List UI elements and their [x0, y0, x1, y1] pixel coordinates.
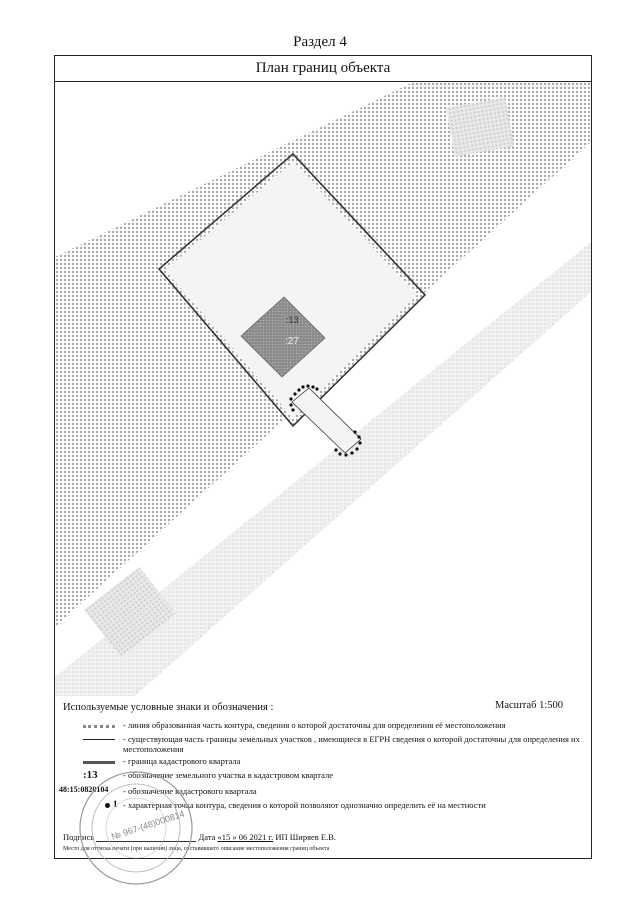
stamp-footnote: Место для оттиска печати (при наличии) лица, составившего описание местоположения границ объекта — [63, 846, 330, 852]
boundary-map — [55, 82, 591, 696]
document-frame — [54, 55, 592, 859]
legend-row-quarter-boundary — [61, 756, 587, 768]
legend-text: - обозначение кадастрового квартала — [123, 786, 257, 796]
access-corridor — [292, 388, 361, 453]
legend-text: - характерная точка контура, сведения о которой позволяют однозначно определить её на местности — [123, 800, 486, 810]
legend-row-new-boundary — [61, 720, 587, 732]
neighbor-building-top — [446, 97, 514, 157]
legend-text: - обозначение земельного участка в кадастровом квартале — [123, 770, 333, 780]
parcel-label: :13 — [286, 315, 299, 325]
seal-stamp — [76, 768, 196, 888]
date-value: «15 » 06 2021 г. — [217, 832, 274, 842]
legend-heading: Используемые условные знаки и обозначения : — [63, 702, 274, 713]
signature-label: Подпись — [63, 832, 95, 842]
building-label: :27 — [285, 336, 299, 347]
legend-text: - линия образованная часть контура, сведения о которой достаточны для определения её местоположения — [123, 720, 506, 730]
seal-text: № 967-(48)000814 — [110, 808, 186, 842]
scale-label: Масштаб 1:500 — [494, 700, 563, 711]
date-label: Дата — [198, 832, 216, 842]
legend-symbol-point: 1 — [61, 800, 119, 812]
legend-symbol-solid-line — [61, 734, 119, 746]
legend-symbol-quarter: 48:15:0820104 — [59, 785, 109, 794]
map-drawing — [55, 82, 591, 696]
legend-row-existing-boundary — [61, 734, 587, 756]
legend-symbol-thick-line — [61, 756, 119, 768]
executor-name: ИП Ширяев Е.В. — [275, 832, 337, 842]
plan-title: План границ объекта — [55, 56, 591, 82]
legend-symbol-dotted-line — [61, 720, 119, 732]
section-title: Раздел 4 — [293, 34, 347, 50]
legend-symbol-parcel: :13 — [83, 769, 98, 781]
legend-text: - существующая часть границы земельных участков , имеющиеся в ЕГРН сведения о которой достаточны для определения их местоположения — [123, 734, 580, 754]
legend-text: - граница кадастрового квартала — [123, 756, 241, 766]
